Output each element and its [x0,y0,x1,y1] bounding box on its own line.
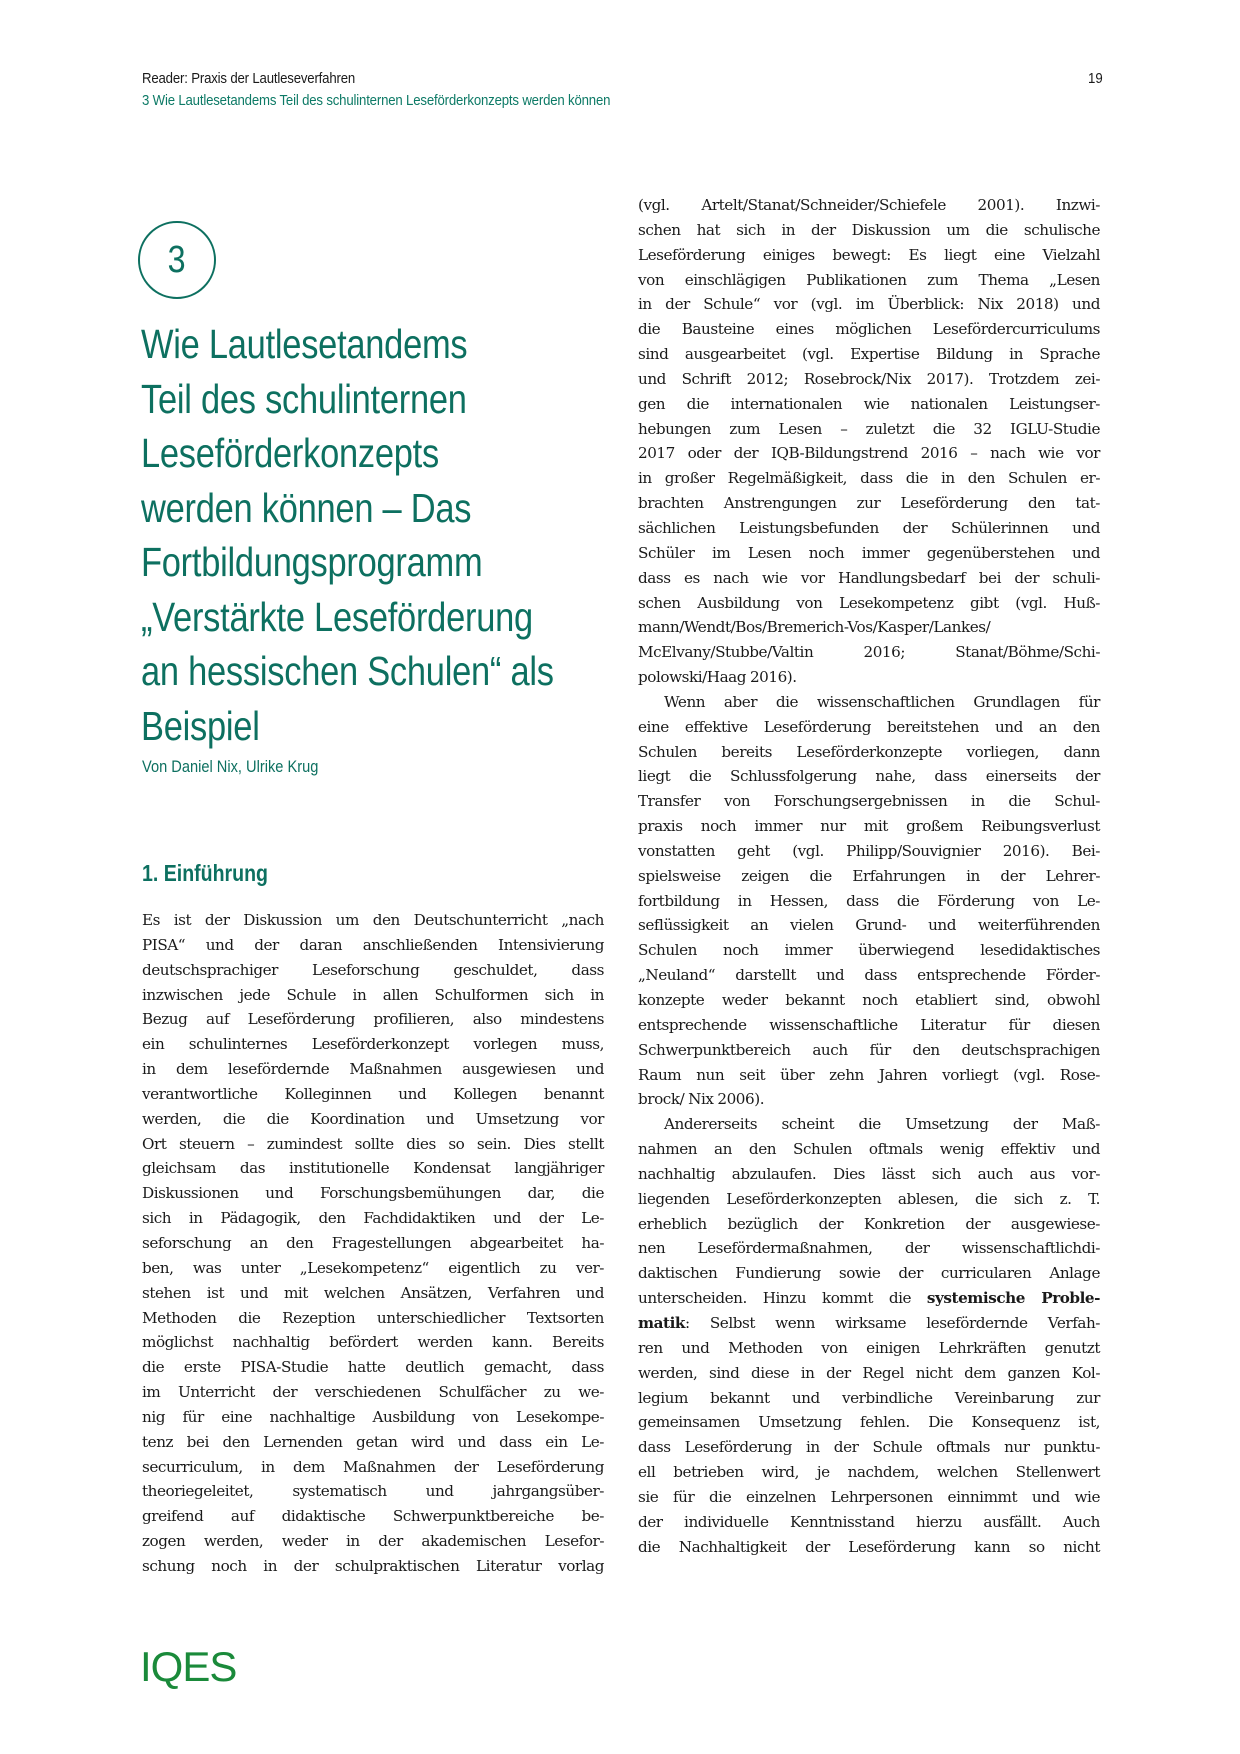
text-line: möglichst nachhaltig befördert werden kann. Bereits [142,1333,604,1352]
text-line: ren und Methoden von einigen Lehrkräften genutzt [638,1338,1100,1357]
text-line: daktischen Fundierung sowie der curricularen Anlage [638,1264,1100,1283]
text-line: die Nachhaltigkeit der Leseförderung kann so nicht [638,1537,1100,1556]
text-line: seflüssigkeit an vielen Grund- und weiterführenden [638,916,1100,935]
text-line: nachhaltig abzulaufen. Dies lässt sich auch aus vor- [638,1164,1100,1183]
section-heading: 1. Einführung [142,860,268,886]
text-line: schen hat sich in der Diskussion um die schulische [638,220,1100,239]
text-line-with-emphasis [638,1286,1100,1311]
text-line: werden, die die Koordination und Umsetzung vor [142,1109,604,1128]
text-line: „Neuland“ darstellt und dass entsprechende Förder- [638,966,1100,985]
text-line: in dem lesefördernde Maßnahmen ausgewiesen und [142,1060,604,1079]
chapter-title-line: Wie Lautlesetandems [141,321,468,367]
text-line: Es ist der Diskussion um den Deutschunterricht „nach [142,911,604,929]
author-byline: Von Daniel Nix, Ulrike Krug [142,757,319,776]
text-line: Schulen noch immer überwiegend lesedidaktisches [638,941,1100,960]
text-line: von einschlägigen Publikationen zum Thema „Lesen [638,270,1100,289]
text-line: entsprechende wissenschaftliche Literatur für diesen [638,1015,1100,1034]
text-line: Schüler im Lesen noch immer gegenüberstehen und [638,543,1100,562]
iqes-logo: IQES [140,1643,237,1690]
text-run: : Selbst wenn wirksame lesefördernde Verfah- [684,1313,1100,1332]
page-number: 19 [1088,70,1103,87]
text-line: sächlichen Leistungsbefunden der Schülerinnen und [638,518,1100,537]
text-line: nig für eine nachhaltige Ausbildung von Lesekompe- [142,1407,604,1426]
text-line: der individuelle Kenntnisstand hierzu ausfällt. Auch [638,1512,1100,1531]
text-line: Leseförderung einiges bewegt: Es liegt eine Vielzahl [638,245,1100,264]
text-line: McElvany/Stubbe/Valtin 2016; Stanat/Böhme/Schi- [638,643,1100,662]
text-line-with-emphasis [638,1311,1100,1336]
text-line: praxis noch immer nur mit großem Reibungsverlust [638,817,1100,836]
text-line: 2017 oder der IQB-Bildungstrend 2016 – nach wie vor [638,444,1100,463]
text-line: sind ausgearbeitet (vgl. Expertise Bildung in Sprache [638,345,1100,364]
text-line: tenz bei den Lernenden getan wird und dass ein Le- [142,1432,604,1451]
text-line: verantwortliche Kolleginnen und Kollegen benannt [142,1084,604,1103]
text-line: nen Lesefördermaßnahmen, der wissenschaftlichdi- [638,1239,1100,1258]
chapter-title-line: Fortbildungsprogramm [141,539,483,585]
text-line: brock/ Nix 2006). [638,1090,765,1109]
text-line: schen Ausbildung von Lesekompetenz gibt (vgl. Huß- [638,593,1100,612]
text-line: ein schulinternes Leseförderkonzept vorlegen muss, [142,1035,604,1054]
bold-term: matik [638,1313,685,1332]
chapter-title-line: Leseförderkonzepts [141,430,439,476]
text-line: gemeinsamen Umsetzung fehlen. Die Konsequenz ist, [638,1413,1100,1432]
body-column-right [638,193,1100,1559]
running-chapter-line: 3 Wie Lautlesetandems Teil des schulinternen Leseförderkonzepts werden können [142,92,611,109]
paragraph-first-line: Andererseits scheint die Umsetzung der Maß- [664,1115,1100,1134]
text-line: stehen ist und mit welchen Ansätzen, Verfahren und [142,1283,604,1302]
running-header [142,68,610,112]
text-line: liegenden Leseförderkonzepten ablesen, die sich z. T. [638,1189,1100,1208]
paragraph-first-line: Wenn aber die wissenschaftlichen Grundlagen für [664,692,1100,711]
text-line: konzepte weder bekannt noch etabliert sind, obwohl [638,991,1100,1009]
text-run: unterscheiden. Hinzu kommt die [638,1289,927,1308]
text-line: greifend auf didaktische Schwerpunktbereiche be- [142,1507,604,1526]
chapter-number: 3 [168,238,186,281]
text-line: zogen werden, weder in der akademischen Lesefor- [142,1532,604,1551]
text-line: liegt die Schlussfolgerung nahe, dass einerseits der [638,767,1100,786]
text-line: Schwerpunktbereich auch für den deutschsprachigen [638,1040,1100,1059]
bold-term: systemische Proble- [926,1289,1100,1308]
text-line: schung noch in der schulpraktischen Literatur vorlag [142,1556,604,1575]
text-line: polowski/Haag 2016). [638,668,797,687]
body-column-left [142,908,604,1579]
text-line: sich in Pädagogik, den Fachdidaktiken und der Le- [142,1209,604,1228]
text-line: PISA“ und der daran anschließenden Intensivierung [142,935,604,954]
text-line: gleichsam das institutionelle Kondensat langjähriger [142,1159,604,1178]
text-line: erheblich bezüglich der Konkretion der ausgewiese- [638,1214,1100,1233]
text-line: Raum nun seit über zehn Jahren vorliegt (vgl. Rose- [638,1065,1100,1084]
chapter-title-line: an hessischen Schulen“ als [141,648,554,694]
text-line: mann/Wendt/Bos/Bremerich-Vos/Kasper/Lankes/ [638,618,991,637]
chapter-title-line: „Verstärkte Leseförderung [141,593,533,640]
text-line: Ort steuern – zumindest sollte dies so sein. Dies stellt [142,1134,604,1153]
chapter-title-line: werden können – Das [141,484,472,531]
chapter-number-circle-icon [138,221,216,299]
text-line: Diskussionen und Forschungsbemühungen dar, die [142,1184,604,1203]
text-line: spielsweise zeigen die Erfahrungen in der Lehrer- [638,866,1100,885]
text-line: eine effektive Leseförderung bereitstehen und an den [638,717,1100,736]
text-line: vonstatten geht (vgl. Philipp/Souvignier 2016). Bei- [638,841,1100,860]
text-line: ell betrieben wird, je nachdem, welchen Stellenwert [638,1463,1100,1482]
text-line: Schulen bereits Leseförderkonzepte vorliegen, dann [638,742,1100,761]
text-line: im Unterricht der verschiedenen Schulfächer zu we- [142,1383,604,1402]
chapter-title-line: Beispiel [141,702,260,749]
text-line: gen die internationalen wie nationalen Leistungser- [638,394,1100,413]
text-line: seforschung an den Fragestellungen abgearbeitet ha- [142,1233,604,1252]
text-line: sie für die einzelnen Lehrpersonen einnimmt und wie [638,1487,1100,1506]
text-line: Transfer von Forschungsergebnissen in die Schul- [638,792,1100,811]
text-line: werden, sind diese in der Regel nicht dem ganzen Kol- [638,1363,1100,1382]
text-line: in großer Regelmäßigkeit, dass die in den Schulen er- [638,469,1100,488]
text-line: in der Schule“ vor (vgl. im Überblick: Nix 2018) und [638,295,1100,314]
text-line: (vgl. Artelt/Stanat/Schneider/Schiefele 2001). Inzwi- [638,196,1100,214]
chapter-title-line: Teil des schulinternen [141,375,467,422]
text-line: die erste PISA-Studie hatte deutlich gemacht, dass [142,1358,604,1377]
text-line: die Bausteine eines möglichen Lesefördercurriculums [638,320,1100,339]
running-title: Reader: Praxis der Lautleseverfahren [142,70,356,87]
text-line: hebungen zum Lesen – zuletzt die 32 IGLU-Studie [638,419,1100,438]
text-line: securriculum, in dem Maßnahmen der Leseförderung [142,1457,604,1476]
text-line: nahmen an den Schulen oftmals wenig effektiv und [638,1140,1100,1159]
text-line: deutschsprachiger Leseforschung geschuldet, dass [142,960,604,979]
text-line: fortbildung in Hessen, dass die Förderung von Le- [638,891,1100,910]
text-line: Methoden die Rezeption unterschiedlicher Textsorten [142,1308,604,1327]
chapter-title [141,317,661,753]
text-line: legium bekannt und verbindliche Vereinbarung zur [638,1388,1100,1407]
text-line: theoriegeleitet, systematisch und jahrgangsüber- [142,1482,604,1501]
text-line: brachten Anstrengungen zur Leseförderung den tat- [638,494,1100,513]
text-line: ben, was unter „Lesekompetenz“ eigentlich zu ver- [142,1258,604,1277]
text-line: und Schrift 2012; Rosebrock/Nix 2017). Trotzdem zei- [638,369,1100,388]
text-line: Bezug auf Leseförderung profilieren, also mindestens [142,1010,604,1029]
text-line: dass Leseförderung in der Schule oftmals nur punktu- [638,1438,1100,1457]
text-line: dass es nach wie vor Handlungsbedarf bei der schuli- [638,568,1100,587]
text-line: inzwischen jede Schule in allen Schulformen sich in [142,985,604,1004]
